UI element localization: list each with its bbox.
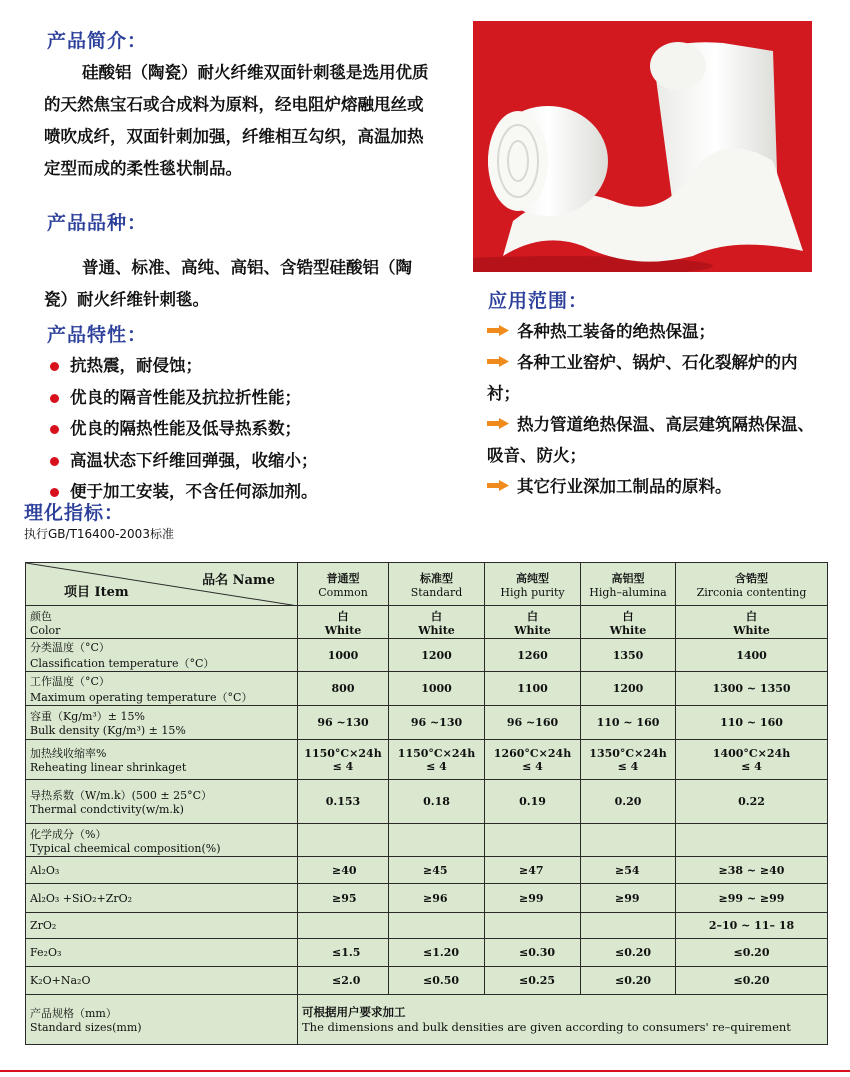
table-cell: 1200	[389, 639, 485, 672]
row-label: 颜色 Color	[26, 606, 298, 639]
table-cell: 0.22	[676, 780, 828, 824]
feature-item: 优良的隔音性能及抗拉折性能；	[48, 382, 318, 414]
row-label: K₂O+Na₂O	[26, 967, 298, 995]
table-cell	[485, 824, 581, 857]
table-cell: ≥47	[485, 857, 581, 884]
table-row	[26, 780, 828, 824]
table-cell: ≥40	[298, 857, 389, 884]
features-list	[48, 350, 318, 508]
table-cell	[298, 913, 389, 939]
row-label: Fe₂O₃	[26, 939, 298, 967]
table-cell: ≥99	[581, 884, 676, 913]
table-cell: ≥45	[389, 857, 485, 884]
table-cell: 0.20	[581, 780, 676, 824]
table-cell: 1150°C×24h ≤ 4	[389, 740, 485, 780]
table-row	[26, 939, 828, 967]
table-cell: ≤0.20	[581, 967, 676, 995]
header-col: 高纯型 High purity	[485, 563, 581, 606]
table-cell: 白 White	[389, 606, 485, 639]
header-col: 高铝型 High–alumina	[581, 563, 676, 606]
bullet-icon	[50, 394, 59, 403]
table-row	[26, 967, 828, 995]
header-col: 含锆型 Zirconia contenting	[676, 563, 828, 606]
table-cell: 96 ~160	[485, 706, 581, 740]
table-cell: 白 White	[676, 606, 828, 639]
arrow-icon	[487, 418, 509, 429]
header-col: 标准型 Standard	[389, 563, 485, 606]
table-cell	[581, 824, 676, 857]
table-cell: 96 ~130	[389, 706, 485, 740]
table-cell: ≥38 ~ ≥40	[676, 857, 828, 884]
table-cell: ≤1.20	[389, 939, 485, 967]
table-row	[26, 672, 828, 706]
table-cell	[298, 824, 389, 857]
table-cell: 1150°C×24h ≤ 4	[298, 740, 389, 780]
row-label: 分类温度（°C） Classification temperature（°C）	[26, 639, 298, 672]
table-cell: ≤0.30	[485, 939, 581, 967]
sizes-label: 产品规格（mm） Standard sizes(mm)	[26, 995, 298, 1045]
header-item: 项目 Item	[64, 585, 129, 600]
row-label: 工作温度（°C） Maximum operating temperature（°C）	[26, 672, 298, 706]
header-product-name: 品名 Name	[202, 573, 275, 588]
table-cell: 白 White	[298, 606, 389, 639]
sizes-row	[26, 995, 828, 1045]
table-cell: 1000	[298, 639, 389, 672]
spec-table	[25, 562, 828, 1045]
table-cell: 1350°C×24h ≤ 4	[581, 740, 676, 780]
table-cell: ≤1.5	[298, 939, 389, 967]
table-row	[26, 824, 828, 857]
table-row	[26, 913, 828, 939]
table-cell: 1400	[676, 639, 828, 672]
bullet-icon	[50, 362, 59, 371]
product-photo	[473, 21, 812, 272]
table-cell: 1400°C×24h ≤ 4	[676, 740, 828, 780]
table-cell: ≤0.20	[676, 939, 828, 967]
applications-title: 应用范围：	[488, 290, 589, 312]
table-cell: 0.19	[485, 780, 581, 824]
table-cell: ≤2.0	[298, 967, 389, 995]
table-header-row	[26, 563, 828, 606]
table-cell: ≥99	[485, 884, 581, 913]
table-cell: ≤0.50	[389, 967, 485, 995]
intro-text: 硅酸铝（陶瓷）耐火纤维双面针刺毯是选用优质的天然焦宝石或合成料为原料，经电阻炉熔融甩丝或喷吹成纤，双面针刺加强，纤维相互勾织，高温加热定型而成的柔性毯状制品。	[44, 63, 429, 178]
table-cell: 1200	[581, 672, 676, 706]
table-row	[26, 706, 828, 740]
sizes-value: 可根据用户要求加工 The dimensions and bulk densities are given according to consumers' re–quirement	[298, 995, 828, 1045]
fiber-blanket-illustration	[473, 21, 812, 272]
table-cell: ≤0.20	[676, 967, 828, 995]
application-item: 热力管道绝热保温、高层建筑隔热保温、吸音、防火；	[487, 415, 814, 465]
bullet-icon	[50, 488, 59, 497]
table-cell: ≤0.20	[581, 939, 676, 967]
table-cell: 1000	[389, 672, 485, 706]
table-row	[26, 884, 828, 913]
table-cell: ≥54	[581, 857, 676, 884]
bottom-divider	[0, 1070, 850, 1072]
table-row	[26, 857, 828, 884]
variety-text: 普通、标准、高纯、高铝、含锆型硅酸铝（陶瓷）耐火纤维针刺毯。	[44, 258, 412, 309]
bullet-icon	[50, 457, 59, 466]
features-title: 产品特性：	[47, 324, 148, 346]
feature-item: 高温状态下纤维回弹强，收缩小；	[48, 445, 318, 477]
header-col: 普通型 Common	[298, 563, 389, 606]
table-cell: 1100	[485, 672, 581, 706]
row-label: ZrO₂	[26, 913, 298, 939]
header-corner-cell	[26, 563, 298, 606]
table-cell: 1350	[581, 639, 676, 672]
table-cell: 800	[298, 672, 389, 706]
table-cell: 0.18	[389, 780, 485, 824]
table-cell: ≥99 ~ ≥99	[676, 884, 828, 913]
standard-note: 执行GB/T16400-2003标准	[24, 527, 174, 541]
row-label: Al₂O₃ +SiO₂+ZrO₂	[26, 884, 298, 913]
application-item: 其它行业深加工制品的原料。	[487, 471, 817, 502]
row-label: 化学成分（%） Typical cheemical composition(%)	[26, 824, 298, 857]
intro-title: 产品简介：	[47, 30, 148, 52]
table-cell: 1300 ~ 1350	[676, 672, 828, 706]
table-cell: 96 ~130	[298, 706, 389, 740]
row-label: 加热线收缩率% Reheating linear shrinkaget	[26, 740, 298, 780]
feature-item: 优良的隔热性能及低导热系数；	[48, 413, 318, 445]
arrow-icon	[487, 480, 509, 491]
table-cell	[676, 824, 828, 857]
table-cell: 白 White	[485, 606, 581, 639]
table-cell: 2–10 ~ 11– 18	[676, 913, 828, 939]
specs-title: 理化指标：	[24, 502, 125, 524]
bullet-icon	[50, 425, 59, 434]
table-cell: 白 White	[581, 606, 676, 639]
variety-title: 产品品种：	[47, 212, 148, 234]
table-cell: 110 ~ 160	[676, 706, 828, 740]
table-cell	[389, 824, 485, 857]
arrow-icon	[487, 356, 509, 367]
table-cell	[485, 913, 581, 939]
application-item: 各种工业窑炉、锅炉、石化裂解炉的内衬；	[487, 353, 798, 403]
table-row	[26, 606, 828, 639]
feature-item: 便于加工安装，不含任何添加剂。	[48, 476, 318, 508]
arrow-icon	[487, 325, 509, 336]
table-cell: 0.153	[298, 780, 389, 824]
feature-item: 抗热震，耐侵蚀；	[48, 350, 318, 382]
table-row	[26, 740, 828, 780]
table-cell	[389, 913, 485, 939]
table-cell: 1260°C×24h ≤ 4	[485, 740, 581, 780]
row-label: 导热系数（W/m.k）(500 ± 25°C） Thermal condctivity(w/m.k)	[26, 780, 298, 824]
table-cell	[581, 913, 676, 939]
table-cell: 110 ~ 160	[581, 706, 676, 740]
table-cell: ≤0.25	[485, 967, 581, 995]
row-label: 容重（Kg/m³）± 15% Bulk density (Kg/m³) ± 15%	[26, 706, 298, 740]
table-cell: ≥96	[389, 884, 485, 913]
application-item: 各种热工装备的绝热保温；	[487, 316, 817, 347]
applications-list	[487, 316, 817, 502]
row-label: Al₂O₃	[26, 857, 298, 884]
table-cell: 1260	[485, 639, 581, 672]
table-cell: ≥95	[298, 884, 389, 913]
table-row	[26, 639, 828, 672]
